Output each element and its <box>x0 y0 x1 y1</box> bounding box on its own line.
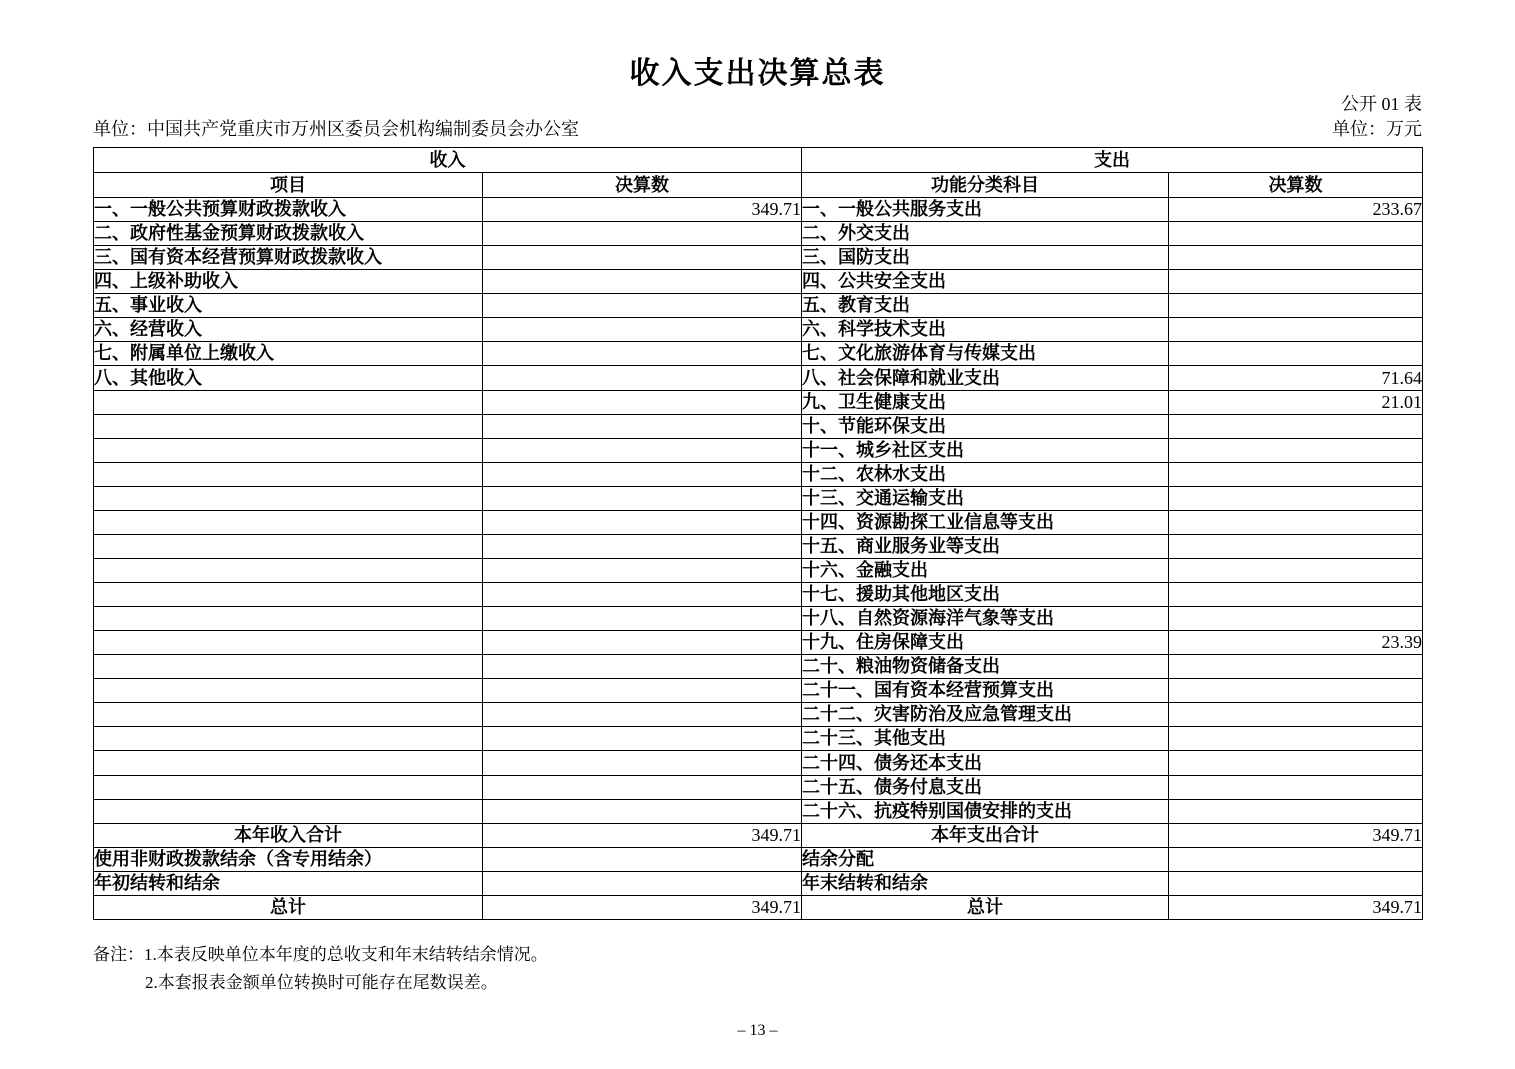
column-header-expense-amount: 决算数 <box>1169 173 1423 198</box>
expense-item-value <box>1169 847 1423 871</box>
income-item-label <box>94 703 483 727</box>
income-item-value <box>483 703 802 727</box>
income-item-label: 四、上级补助收入 <box>94 270 483 294</box>
table-row <box>94 871 1423 895</box>
column-header-item: 项目 <box>94 173 483 198</box>
income-item-value <box>483 438 802 462</box>
income-item-value <box>483 583 802 607</box>
expense-item-value <box>1169 270 1423 294</box>
expense-item-label: 二十三、其他支出 <box>802 727 1169 751</box>
expense-item-label: 十六、金融支出 <box>802 558 1169 582</box>
income-item-label <box>94 727 483 751</box>
expense-item-value: 349.71 <box>1169 823 1423 847</box>
expense-item-label: 结余分配 <box>802 847 1169 871</box>
income-item-label <box>94 438 483 462</box>
expense-item-label: 十七、援助其他地区支出 <box>802 583 1169 607</box>
expense-item-label: 七、文化旅游体育与传媒支出 <box>802 342 1169 366</box>
income-item-label: 八、其他收入 <box>94 366 483 390</box>
expense-item-label: 二十四、债务还本支出 <box>802 751 1169 775</box>
table-row <box>94 222 1423 246</box>
expense-item-label: 九、卫生健康支出 <box>802 390 1169 414</box>
expense-item-label: 二十六、抗疫特别国债安排的支出 <box>802 799 1169 823</box>
income-item-value <box>483 775 802 799</box>
meta-row <box>93 115 1422 141</box>
expense-item-value: 21.01 <box>1169 390 1423 414</box>
table-row <box>94 486 1423 510</box>
expense-item-label: 四、公共安全支出 <box>802 270 1169 294</box>
expense-item-value <box>1169 871 1423 895</box>
table-row <box>94 775 1423 799</box>
notes <box>93 941 548 997</box>
income-item-value <box>483 486 802 510</box>
income-item-value <box>483 222 802 246</box>
table-row <box>94 462 1423 486</box>
budget-summary-table <box>93 147 1423 920</box>
income-item-label <box>94 799 483 823</box>
expense-item-label: 十五、商业服务业等支出 <box>802 534 1169 558</box>
unit-name: 单位：中国共产党重庆市万州区委员会机构编制委员会办公室 <box>93 119 579 139</box>
income-item-value <box>483 607 802 631</box>
table-body <box>94 198 1423 920</box>
income-item-value <box>483 631 802 655</box>
income-item-label: 年初结转和结余 <box>94 871 483 895</box>
note-line-2 <box>93 969 548 997</box>
income-item-value <box>483 510 802 534</box>
expense-item-label: 十、节能环保支出 <box>802 414 1169 438</box>
income-item-label <box>94 534 483 558</box>
expense-item-value <box>1169 438 1423 462</box>
income-item-value <box>483 246 802 270</box>
table-row <box>94 799 1423 823</box>
expense-item-value <box>1169 703 1423 727</box>
income-item-value <box>483 342 802 366</box>
expense-item-label: 总计 <box>802 895 1169 919</box>
income-item-value: 349.71 <box>483 895 802 919</box>
income-item-value <box>483 847 802 871</box>
expense-item-label: 十九、住房保障支出 <box>802 631 1169 655</box>
expense-item-label: 十四、资源勘探工业信息等支出 <box>802 510 1169 534</box>
expense-item-value <box>1169 222 1423 246</box>
expense-item-value <box>1169 246 1423 270</box>
income-item-label: 五、事业收入 <box>94 294 483 318</box>
table-row <box>94 583 1423 607</box>
note-text-2: 2.本套报表金额单位转换时可能存在尾数误差。 <box>145 973 498 992</box>
table-row <box>94 727 1423 751</box>
expense-item-label: 八、社会保障和就业支出 <box>802 366 1169 390</box>
table-row <box>94 558 1423 582</box>
expense-item-label: 年末结转和结余 <box>802 871 1169 895</box>
table-row <box>94 607 1423 631</box>
expense-item-value <box>1169 486 1423 510</box>
income-item-value: 349.71 <box>483 823 802 847</box>
table-row <box>94 198 1423 222</box>
expense-item-value <box>1169 318 1423 342</box>
column-header-row <box>94 173 1423 198</box>
expense-item-label: 二十二、灾害防治及应急管理支出 <box>802 703 1169 727</box>
expense-item-label: 本年支出合计 <box>802 823 1169 847</box>
income-item-value <box>483 655 802 679</box>
income-item-value <box>483 558 802 582</box>
income-item-label <box>94 462 483 486</box>
table-row <box>94 438 1423 462</box>
income-item-value <box>483 414 802 438</box>
income-item-label: 总计 <box>94 895 483 919</box>
income-item-value: 349.71 <box>483 198 802 222</box>
column-header-income-amount: 决算数 <box>483 173 802 198</box>
income-item-label <box>94 679 483 703</box>
table-row <box>94 366 1423 390</box>
currency-unit: 单位：万元 <box>1332 119 1422 139</box>
expense-item-label: 二十五、债务付息支出 <box>802 775 1169 799</box>
expense-item-label: 一、一般公共服务支出 <box>802 198 1169 222</box>
expense-item-value <box>1169 751 1423 775</box>
income-item-value <box>483 462 802 486</box>
table-row <box>94 510 1423 534</box>
income-item-value <box>483 871 802 895</box>
income-item-label <box>94 631 483 655</box>
expense-section-header: 支出 <box>802 148 1423 173</box>
table-row <box>94 318 1423 342</box>
expense-item-label: 十八、自然资源海洋气象等支出 <box>802 607 1169 631</box>
note-line-1 <box>93 941 548 969</box>
column-header-function: 功能分类科目 <box>802 173 1169 198</box>
table-row <box>94 246 1423 270</box>
income-item-label <box>94 414 483 438</box>
table-row <box>94 390 1423 414</box>
table-row <box>94 679 1423 703</box>
income-item-label: 一、一般公共预算财政拨款收入 <box>94 198 483 222</box>
expense-item-label: 二、外交支出 <box>802 222 1169 246</box>
table-code: 公开 01 表 <box>1341 94 1422 114</box>
table-row <box>94 342 1423 366</box>
table-row <box>94 751 1423 775</box>
expense-item-value <box>1169 342 1423 366</box>
income-item-label: 六、经营收入 <box>94 318 483 342</box>
expense-item-value <box>1169 414 1423 438</box>
expense-item-value: 233.67 <box>1169 198 1423 222</box>
income-item-label <box>94 583 483 607</box>
expense-item-value <box>1169 462 1423 486</box>
income-item-label <box>94 558 483 582</box>
expense-item-label: 二十、粮油物资储备支出 <box>802 655 1169 679</box>
section-header-row <box>94 148 1423 173</box>
table-row <box>94 655 1423 679</box>
income-item-label <box>94 390 483 414</box>
table-row <box>94 270 1423 294</box>
expense-item-value <box>1169 799 1423 823</box>
table-row <box>94 895 1423 919</box>
income-item-value <box>483 318 802 342</box>
income-item-label <box>94 607 483 631</box>
expense-item-label: 三、国防支出 <box>802 246 1169 270</box>
page-number: – 13 – <box>737 1022 778 1039</box>
income-section-header: 收入 <box>94 148 802 173</box>
expense-item-value <box>1169 679 1423 703</box>
expense-item-value <box>1169 534 1423 558</box>
expense-item-value: 349.71 <box>1169 895 1423 919</box>
income-item-label: 使用非财政拨款结余（含专用结余） <box>94 847 483 871</box>
expense-item-label: 十二、农林水支出 <box>802 462 1169 486</box>
expense-item-value <box>1169 607 1423 631</box>
expense-item-value <box>1169 510 1423 534</box>
table-row <box>94 631 1423 655</box>
table-row <box>94 534 1423 558</box>
income-item-value <box>483 751 802 775</box>
expense-item-value <box>1169 558 1423 582</box>
income-item-label: 三、国有资本经营预算财政拨款收入 <box>94 246 483 270</box>
expense-item-label: 五、教育支出 <box>802 294 1169 318</box>
income-item-label: 七、附属单位上缴收入 <box>94 342 483 366</box>
income-item-value <box>483 727 802 751</box>
income-item-value <box>483 366 802 390</box>
income-item-value <box>483 270 802 294</box>
table-row <box>94 294 1423 318</box>
expense-item-value: 71.64 <box>1169 366 1423 390</box>
income-item-label <box>94 751 483 775</box>
expense-item-value <box>1169 775 1423 799</box>
income-item-label: 二、政府性基金预算财政拨款收入 <box>94 222 483 246</box>
expense-item-value <box>1169 655 1423 679</box>
expense-item-value <box>1169 294 1423 318</box>
expense-item-label: 十三、交通运输支出 <box>802 486 1169 510</box>
expense-item-label: 六、科学技术支出 <box>802 318 1169 342</box>
expense-item-value <box>1169 583 1423 607</box>
table-row <box>94 847 1423 871</box>
income-item-label <box>94 655 483 679</box>
table-row <box>94 703 1423 727</box>
table-row <box>94 823 1423 847</box>
income-item-value <box>483 799 802 823</box>
income-item-label <box>94 486 483 510</box>
page-title: 收入支出决算总表 <box>629 57 886 90</box>
income-item-value <box>483 534 802 558</box>
note-text-1: 1.本表反映单位本年度的总收支和年末结转结余情况。 <box>144 945 548 964</box>
expense-item-value: 23.39 <box>1169 631 1423 655</box>
income-item-value <box>483 294 802 318</box>
notes-prefix: 备注： <box>93 945 144 964</box>
expense-item-label: 十一、城乡社区支出 <box>802 438 1169 462</box>
income-item-value <box>483 390 802 414</box>
table-row <box>94 414 1423 438</box>
expense-item-value <box>1169 727 1423 751</box>
income-item-value <box>483 679 802 703</box>
income-item-label: 本年收入合计 <box>94 823 483 847</box>
income-item-label <box>94 775 483 799</box>
expense-item-label: 二十一、国有资本经营预算支出 <box>802 679 1169 703</box>
income-item-label <box>94 510 483 534</box>
